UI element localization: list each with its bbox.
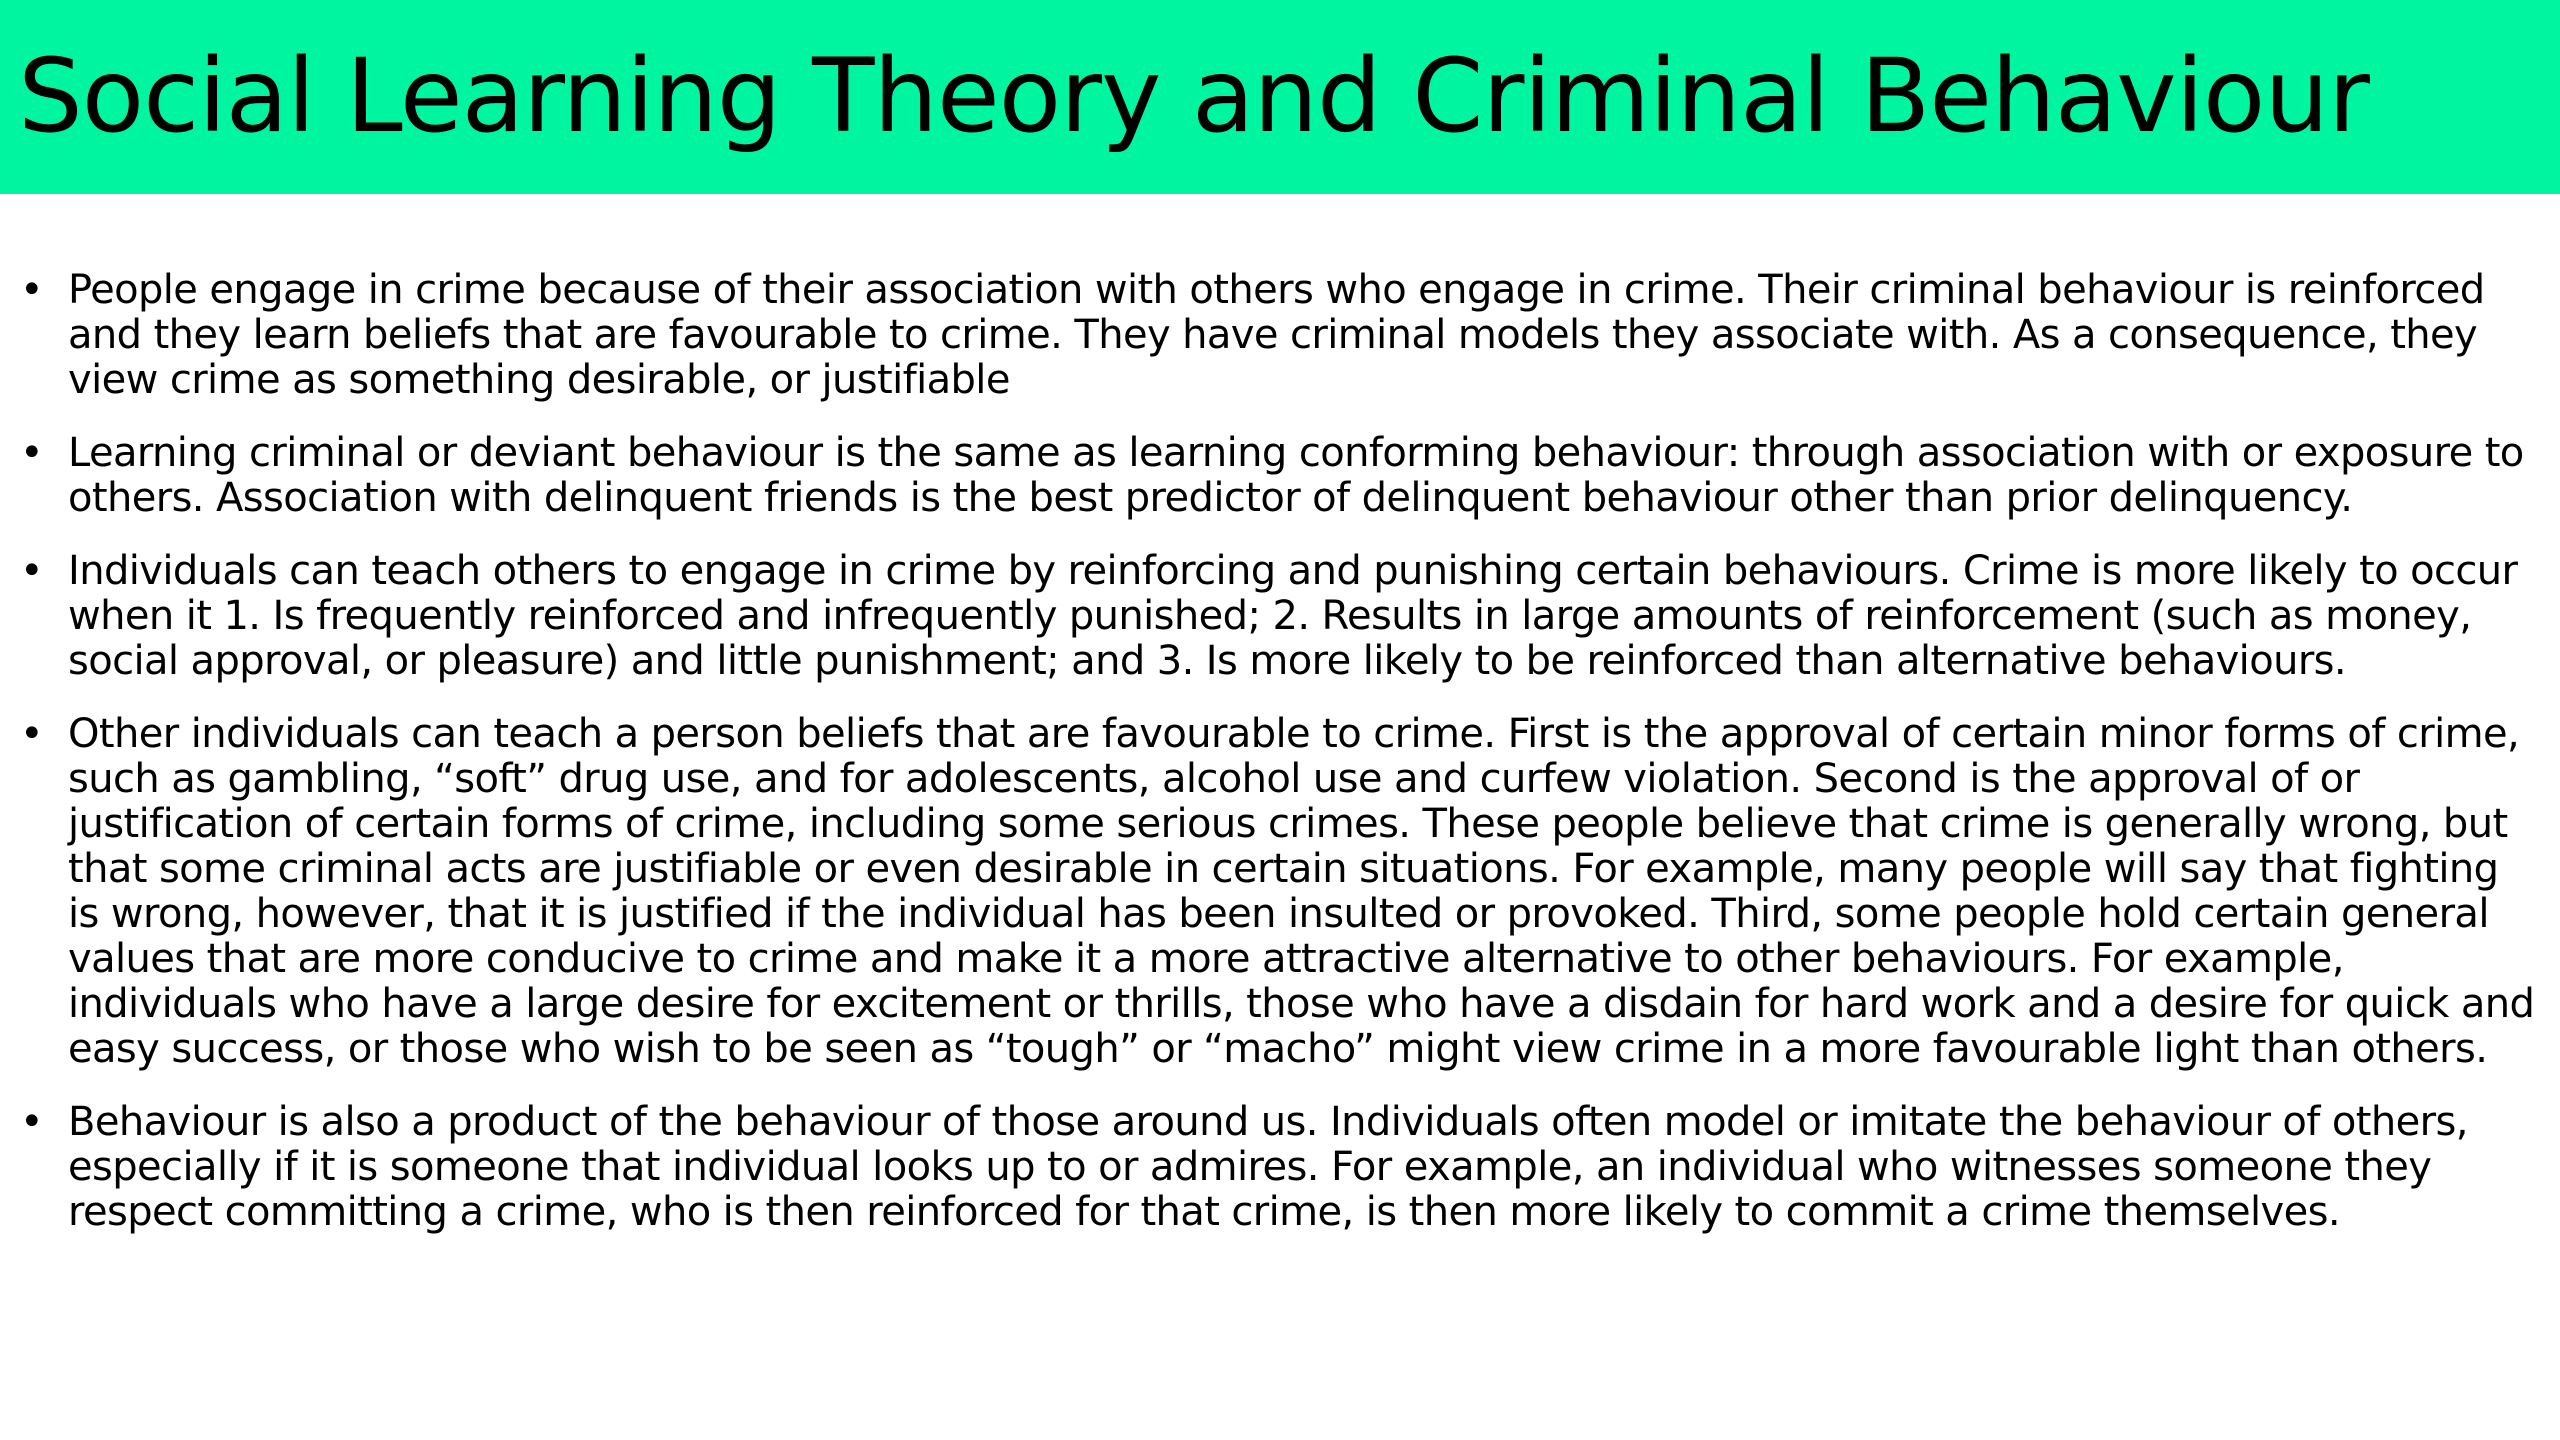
bullet-marker: •: [20, 430, 44, 476]
bullet-item: [20, 549, 2540, 684]
title-bar: [0, 0, 2560, 194]
bullet-marker: •: [20, 548, 44, 594]
bullet-text: Other individuals can teach a person beliefs that are favourable to crime. First is the approval of certain minor forms of crime, such as gambling, “soft” drug use, and for adolescents, alcohol use and curfew violation. Second is the approval of or justification of certain forms of crime, including some serious crimes. These people believe that crime is generally wrong, but that some criminal acts are justifiable or even desirable in certain situations. For example, many people will say that fighting is wrong, however, that it is justified if the individual has been insulted or provoked. Third, some people hold certain general values that are more conducive to crime and make it a more attractive alternative to other behaviours. For example, individuals who have a large desire for excitement or thrills, those who have a disdain for hard work and a desire for quick and easy success, or those who wish to be seen as “tough” or “macho” might view crime in a more favourable light than others.: [68, 711, 2535, 1072]
bullet-text: Individuals can teach others to engage in crime by reinforcing and punishing certain behaviours. Crime is more likely to occur when it 1. Is frequently reinforced and infrequently punished; 2. Results in large amounts of reinforcement (such as money, social approval, or pleasure) and little punishment; and 3. Is more likely to be reinforced than alternative behaviours.: [68, 548, 2518, 684]
bullet-marker: •: [20, 1099, 44, 1145]
slide-title: Social Learning Theory and Criminal Behaviour: [18, 37, 2369, 156]
bullet-item: [20, 431, 2540, 521]
bullet-text: Learning criminal or deviant behaviour is the same as learning conforming behaviour: through association with or exposure to others. Association with delinquent friends is the best predictor of delinquent behaviour other than prior delinquency.: [68, 430, 2524, 521]
bullet-list: [20, 268, 2540, 1263]
bullet-item: [20, 268, 2540, 403]
bullet-item: [20, 1100, 2540, 1235]
bullet-item: [20, 712, 2540, 1072]
bullet-text: Behaviour is also a product of the behaviour of those around us. Individuals often model or imitate the behaviour of others, especially if it is someone that individual looks up to or admires. For example, an individual who witnesses someone they respect committing a crime, who is then reinforced for that crime, is then more likely to commit a crime themselves.: [68, 1099, 2468, 1235]
bullet-text: People engage in crime because of their association with others who engage in crime. Their criminal behaviour is reinforced and they learn beliefs that are favourable to crime. They have criminal models they associate with. As a consequence, they view crime as something desirable, or justifiable: [68, 267, 2485, 403]
bullet-marker: •: [20, 267, 44, 313]
bullet-marker: •: [20, 711, 44, 757]
